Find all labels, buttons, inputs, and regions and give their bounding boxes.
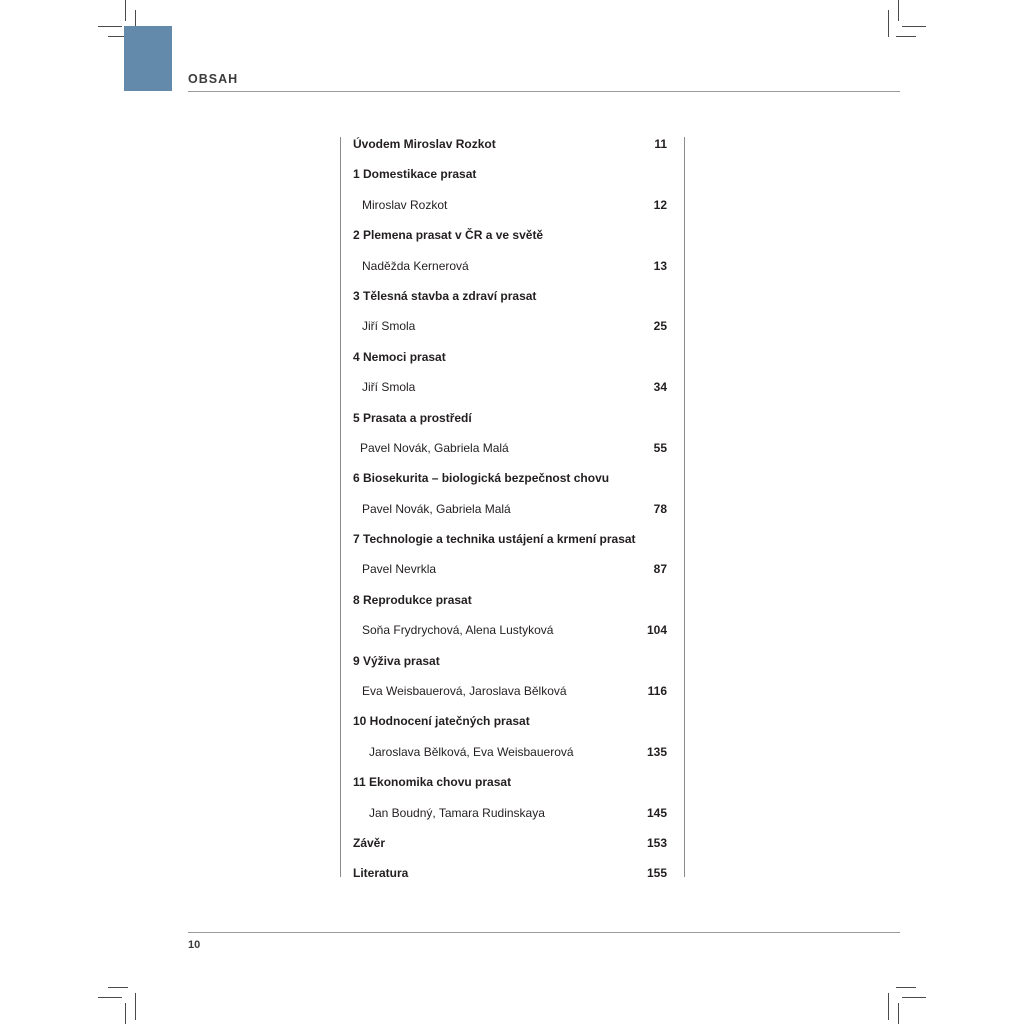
page-title: OBSAH [188, 72, 239, 86]
toc-page-number: 145 [646, 805, 667, 820]
toc-author-entry [341, 494, 684, 524]
toc-chapter-entry [341, 646, 684, 676]
crop-mark [902, 26, 926, 27]
toc-page-number: 87 [653, 562, 667, 577]
toc-right-border [684, 137, 685, 877]
toc-chapter-entry [341, 706, 684, 736]
toc-entry-text: Jiří Smola [362, 380, 416, 395]
toc-author-entry [341, 676, 684, 706]
toc-entry-text: 5 Prasata a prostředí [353, 410, 472, 425]
toc-chapter-entry [341, 585, 684, 615]
toc-chapter-entry [341, 767, 684, 797]
crop-mark [898, 0, 899, 21]
crop-mark [125, 1003, 126, 1024]
toc-entry-text: 1 Domestikace prasat [353, 167, 477, 182]
toc-chapter-entry [341, 220, 684, 250]
toc-entry-text: Soňa Frydrychová, Alena Lustyková [362, 623, 554, 638]
chapter-color-block [124, 26, 172, 91]
toc-author-entry [341, 372, 684, 402]
toc-entry-text: Literatura [353, 866, 409, 881]
toc-entry-text: Jaroslava Bělková, Eva Weisbauerová [369, 744, 574, 759]
toc-page-number: 12 [653, 197, 667, 212]
crop-mark [125, 0, 126, 21]
toc-page-number: 155 [646, 866, 667, 881]
toc-author-entry [341, 311, 684, 341]
toc-page-number: 25 [653, 319, 667, 334]
toc-page-number: 153 [646, 835, 667, 850]
toc-entry-text: 9 Výživa prasat [353, 653, 440, 668]
toc-entry-text: 11 Ekonomika chovu prasat [353, 775, 512, 790]
toc-entry-text: 4 Nemoci prasat [353, 349, 446, 364]
toc-chapter-entry [341, 342, 684, 372]
toc-chapter-entry [341, 463, 684, 493]
crop-mark [108, 987, 128, 988]
toc-author-entry [341, 798, 684, 828]
toc-author-entry [341, 251, 684, 281]
toc-entry-text: Miroslav Rozkot [362, 197, 448, 212]
toc-page-number: 135 [646, 744, 667, 759]
toc-page-number: 11 [654, 137, 667, 151]
toc-chapter-entry [341, 403, 684, 433]
toc-page-number: 104 [646, 623, 667, 638]
crop-mark [98, 26, 122, 27]
toc-chapter-entry [341, 159, 684, 189]
toc-page-number: 55 [653, 440, 667, 455]
page-number: 10 [188, 939, 201, 951]
toc-page-number: 34 [653, 380, 667, 395]
toc-entry-text: Závěr [353, 835, 386, 850]
toc-author-entry [341, 554, 684, 584]
toc-entry-text: Naděžda Kernerová [362, 258, 469, 273]
toc-entry-text: 10 Hodnocení jatečných prasat [353, 714, 530, 729]
toc-entry-text: Pavel Novák, Gabriela Malá [362, 501, 511, 516]
toc-entry-text: Pavel Novák, Gabriela Malá [360, 440, 509, 455]
toc-chapter-entry [341, 129, 684, 159]
toc-entry-text: Úvodem Miroslav Rozkot [353, 137, 496, 151]
toc-page-number: 116 [647, 684, 667, 699]
crop-mark [888, 993, 889, 1020]
table-of-contents [341, 129, 684, 889]
toc-chapter-entry [341, 858, 684, 888]
crop-mark [898, 1003, 899, 1024]
crop-mark [135, 993, 136, 1020]
toc-chapter-entry [341, 281, 684, 311]
crop-mark [98, 997, 122, 998]
toc-author-entry [341, 433, 684, 463]
toc-entry-text: Eva Weisbauerová, Jaroslava Bělková [362, 684, 567, 699]
toc-chapter-entry [341, 524, 684, 554]
crop-mark [896, 36, 916, 37]
crop-mark [896, 987, 916, 988]
toc-entry-text: 2 Plemena prasat v ČR a ve světě [353, 228, 544, 243]
toc-chapter-entry [341, 828, 684, 858]
toc-entry-text: Jan Boudný, Tamara Rudinskaya [369, 805, 545, 820]
toc-page-number: 13 [653, 258, 667, 273]
toc-author-entry [341, 615, 684, 645]
toc-entry-text: 3 Tělesná stavba a zdraví prasat [353, 288, 537, 303]
toc-entry-text: 8 Reprodukce prasat [353, 592, 472, 607]
toc-author-entry [341, 737, 684, 767]
toc-entry-text: Jiří Smola [362, 319, 416, 334]
footer-rule [188, 932, 900, 933]
toc-entry-text: Pavel Nevrkla [362, 562, 437, 577]
header-rule [188, 91, 900, 92]
crop-mark [902, 997, 926, 998]
toc-entry-text: 6 Biosekurita – biologická bezpečnost chovu [353, 471, 610, 486]
toc-page-number: 78 [653, 501, 667, 516]
toc-entry-text: 7 Technologie a technika ustájení a krmení prasat [353, 532, 636, 547]
crop-mark [888, 10, 889, 37]
toc-author-entry [341, 190, 684, 220]
